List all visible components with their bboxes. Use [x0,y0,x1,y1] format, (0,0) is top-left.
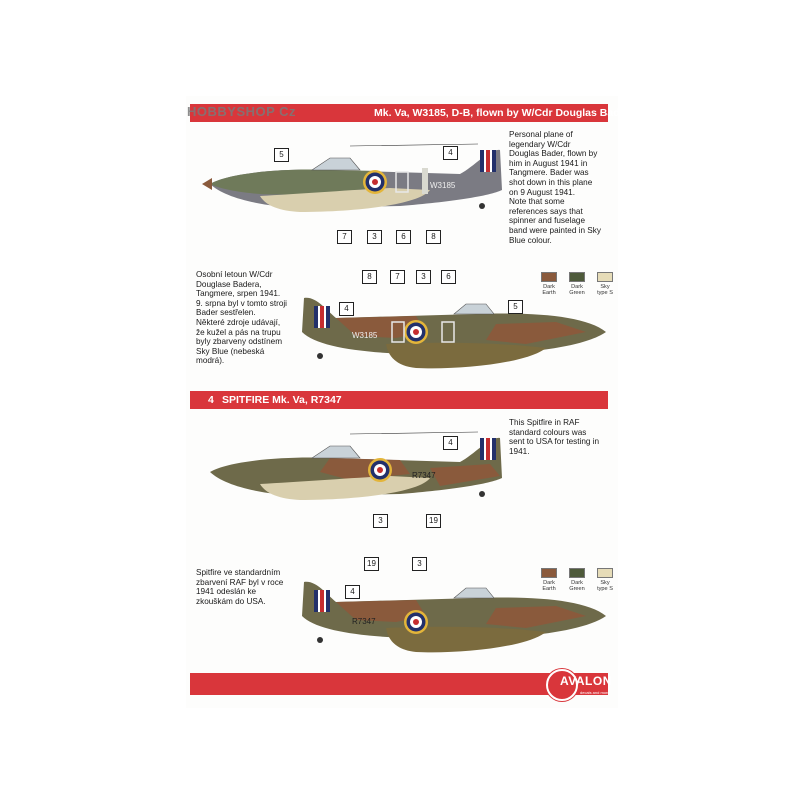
note-cz-bader: Osobní letoun W/Cdr Douglase Badera, Tangmere, srpen 1941. 9. srpna byl v tomto stroji Bader sestřelen. Některé zdroje udávají, že kužel a pás na trupu byly zbarveny odstínem Sky Blue (nebeská modrá). [196,270,288,366]
spitfire-r7347-left-profile [200,428,520,518]
section-4-title: SPITFIRE Mk. Va, R7347 [222,394,342,406]
callout-4: 4 [345,585,360,599]
legend-sky: Sky type S [594,568,616,592]
callout-5: 5 [274,148,289,162]
callout-8: 8 [362,270,377,284]
callout-4: 4 [443,146,458,160]
callout-3: 3 [416,270,431,284]
callout-4: 4 [443,436,458,450]
callout-3: 3 [373,514,388,528]
legend-sky: Sky type S [594,272,616,296]
spitfire-r7347-right-profile [296,576,616,666]
plane2-serial: W3185 [352,331,378,340]
watermark: HOBBYSHOP Cz [187,104,297,119]
plane3-serial: R7347 [412,471,436,480]
callout-19: 19 [364,557,379,571]
plane1-serial: W3185 [430,181,456,190]
callout-3: 3 [367,230,382,244]
callout-6: 6 [441,270,456,284]
legend-dark-earth: Dark Earth [538,272,560,296]
callout-4: 4 [339,302,354,316]
section-4-number: 4 [208,394,214,406]
callout-5: 5 [508,300,523,314]
legend-dark-green: Dark Green [566,272,588,296]
spitfire-bader-left-profile [200,136,520,246]
logo-subtitle: decals and more [580,690,610,695]
avalon-logo [546,666,612,700]
logo-word: AVALON [560,674,612,688]
callout-6: 6 [396,230,411,244]
legend-dark-earth: Dark Earth [538,568,560,592]
callout-8: 8 [426,230,441,244]
note-cz-r7347: Spitfire ve standardním zbarvení RAF byl v roce 1941 odeslán ke zkouškám do USA. [196,568,284,606]
note-en-r7347: This Spitfire in RAF standard colours was sent to USA for testing in 1941. [509,418,600,456]
callout-19: 19 [426,514,441,528]
callout-3: 3 [412,557,427,571]
section-top-title: Mk. Va, W3185, D-B, flown by W/Cdr Douglas Bader [374,107,630,119]
callout-7: 7 [337,230,352,244]
callout-7: 7 [390,270,405,284]
plane4-serial: R7347 [352,617,376,626]
note-en-bader: Personal plane of legendary W/Cdr Douglas Bader, flown by him in August 1941 in Tangmere. Bader was shot down in this plane on 9 August 1941. Note that some references says that spinner and fuselage band were painted in Sky Blue colour. [509,130,601,245]
section-band-4 [190,391,608,409]
legend-dark-green: Dark Green [566,568,588,592]
